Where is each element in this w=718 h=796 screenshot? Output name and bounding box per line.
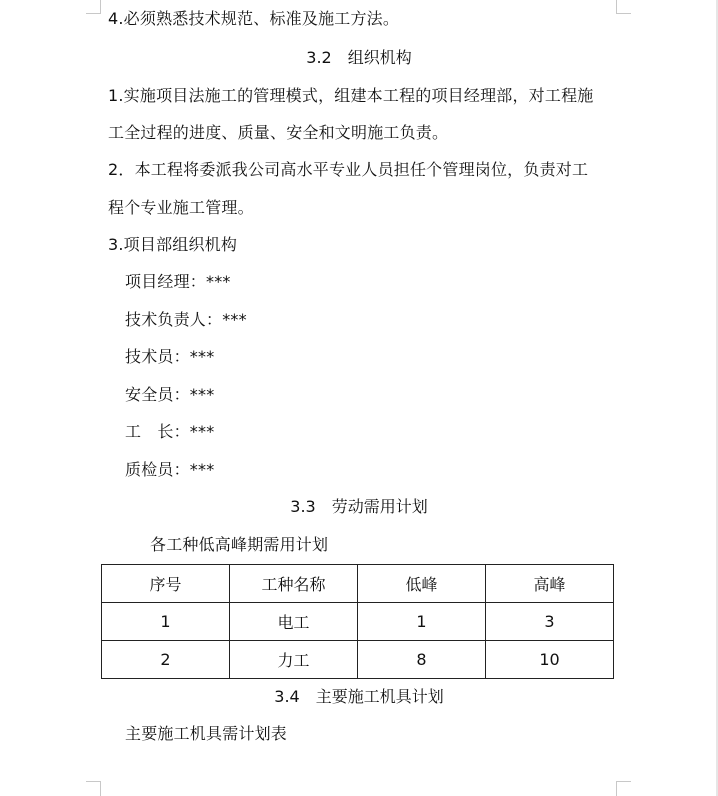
paragraph-3: 3.项目部组织机构 bbox=[108, 235, 238, 254]
table-header-row bbox=[102, 565, 614, 603]
table-header-cell: 高峰 bbox=[486, 565, 614, 603]
page-corner-mark bbox=[616, 781, 631, 796]
paragraph-1-line-1: 1.实施项目法施工的管理模式，组建本工程的项目经理部，对工程施 bbox=[108, 86, 594, 105]
table-header-cell: 序号 bbox=[102, 565, 230, 603]
labor-plan-table bbox=[101, 564, 614, 679]
section-3-3-heading: 3.3 劳动需用计划 bbox=[290, 497, 428, 516]
table-header-cell: 工种名称 bbox=[230, 565, 358, 603]
table-cell: 1 bbox=[102, 603, 230, 641]
paragraph-1-line-2: 工全过程的进度、质量、安全和文明施工负责。 bbox=[108, 123, 449, 142]
table-cell: 2 bbox=[102, 641, 230, 679]
role-technician: 技术员：*** bbox=[125, 347, 215, 366]
page-corner-mark bbox=[86, 0, 101, 14]
table-row bbox=[102, 603, 614, 641]
equipment-plan-title: 主要施工机具需计划表 bbox=[125, 724, 288, 743]
role-project-manager: 项目经理：*** bbox=[125, 272, 231, 291]
page-corner-mark bbox=[616, 0, 631, 14]
section-3-2-heading: 3.2 组织机构 bbox=[306, 48, 412, 67]
table-cell: 力工 bbox=[230, 641, 358, 679]
labor-table-title: 各工种低高峰期需用计划 bbox=[150, 535, 329, 554]
paragraph-2-line-1: 2．本工程将委派我公司高水平专业人员担任个管理岗位，负责对工 bbox=[108, 160, 589, 179]
paragraph-2-line-2: 程个专业施工管理。 bbox=[108, 198, 254, 217]
table-cell: 1 bbox=[358, 603, 486, 641]
role-quality-inspector: 质检员：*** bbox=[125, 460, 215, 479]
table-cell: 3 bbox=[486, 603, 614, 641]
section-3-4-heading: 3.4 主要施工机具计划 bbox=[274, 687, 444, 706]
table-cell: 电工 bbox=[230, 603, 358, 641]
role-technical-lead: 技术负责人：*** bbox=[125, 310, 247, 329]
table-row bbox=[102, 641, 614, 679]
table-header-cell: 低峰 bbox=[358, 565, 486, 603]
intro-item-4: 4.必须熟悉技术规范、标准及施工方法。 bbox=[108, 9, 400, 28]
table-cell: 10 bbox=[486, 641, 614, 679]
table-cell: 8 bbox=[358, 641, 486, 679]
page-corner-mark bbox=[86, 781, 101, 796]
role-foreman: 工 长：*** bbox=[125, 422, 215, 441]
role-safety-officer: 安全员：*** bbox=[125, 385, 215, 404]
